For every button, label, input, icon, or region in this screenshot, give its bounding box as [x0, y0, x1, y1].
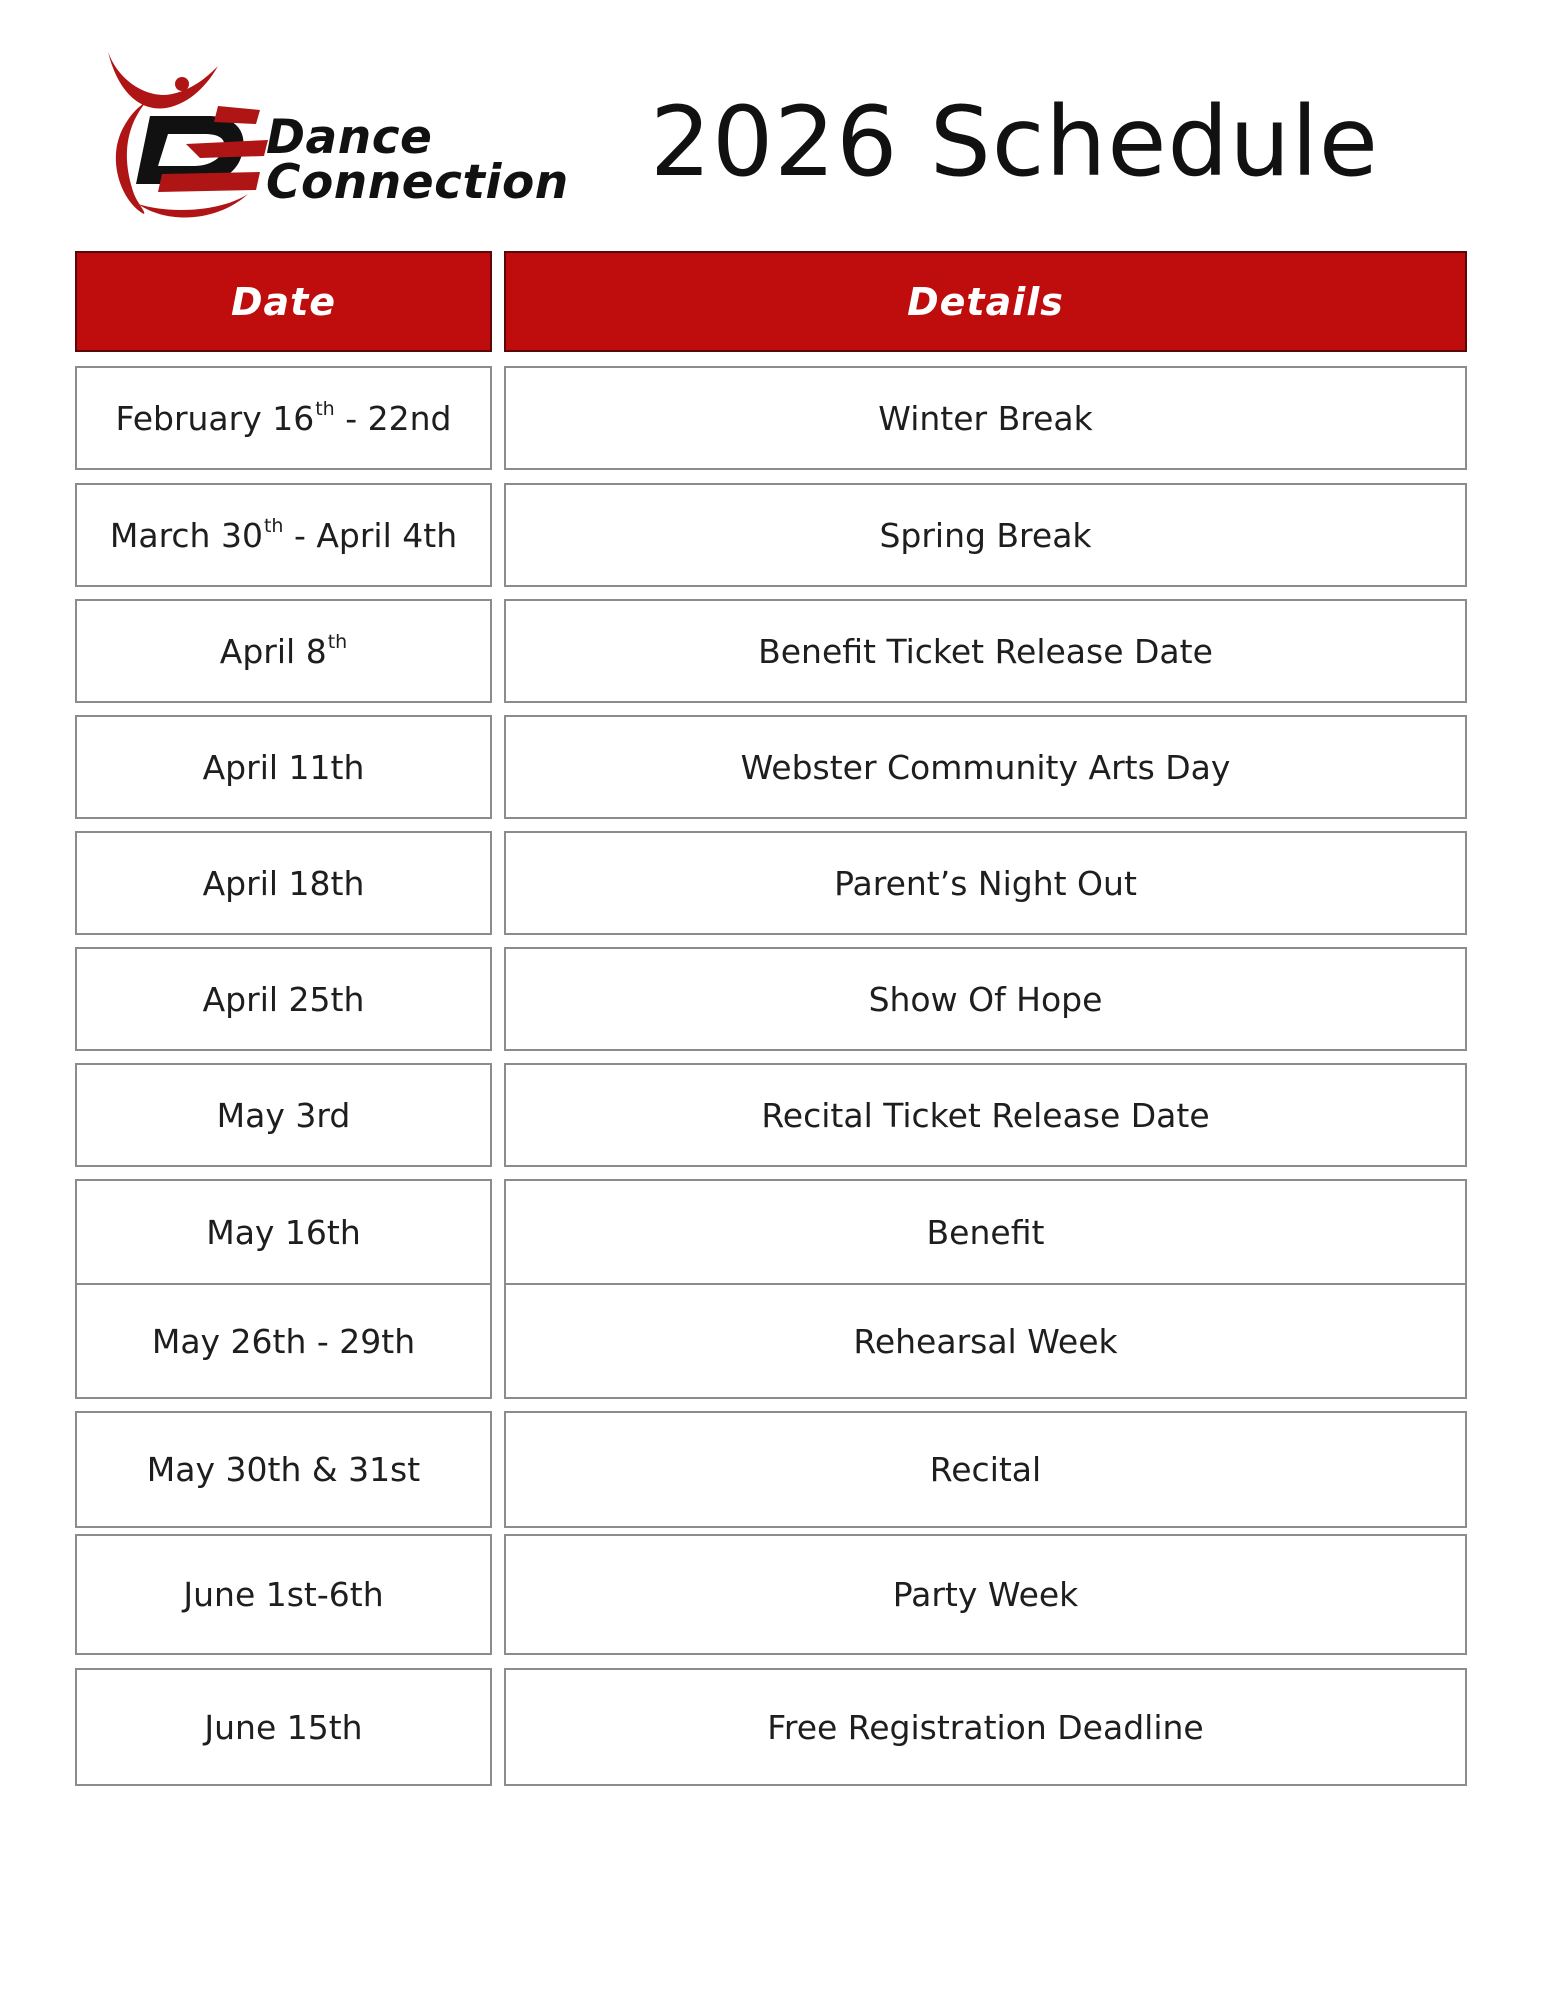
table-row-details [504, 1668, 1467, 1786]
date-text: February 16th - 22nd [115, 397, 452, 438]
details-text: Recital Ticket Release Date [761, 1095, 1210, 1135]
details-text: Show Of Hope [868, 979, 1103, 1019]
details-text: Parent’s Night Out [834, 863, 1137, 903]
date-text: April 11th [202, 747, 365, 787]
details-text: Benefit Ticket Release Date [758, 631, 1213, 671]
table-row-details [504, 366, 1467, 470]
table-row-date [75, 715, 492, 819]
table-row-date [75, 831, 492, 935]
details-header-label: Details [907, 279, 1064, 324]
details-text: Benefit [926, 1212, 1045, 1252]
table-row-date [75, 1063, 492, 1167]
table-row-date [75, 1668, 492, 1786]
table-row-date [75, 599, 492, 703]
page-title: 2026 Schedule [650, 86, 1379, 198]
table-row-details [504, 715, 1467, 819]
table-row-date [75, 1179, 492, 1285]
table-row-details [504, 947, 1467, 1051]
date-text: March 30th - April 4th [109, 514, 458, 555]
details-text: Winter Break [878, 398, 1093, 438]
date-column-header [75, 251, 492, 352]
table-row-details [504, 483, 1467, 587]
table-row-details [504, 831, 1467, 935]
date-text: June 15th [204, 1707, 363, 1747]
logo-text-connection: Connection [266, 155, 569, 210]
date-header-label: Date [230, 279, 337, 324]
date-text: April 8th [219, 630, 348, 671]
table-row-date [75, 1283, 492, 1399]
table-row-details [504, 1411, 1467, 1528]
table-row-details [504, 1534, 1467, 1655]
details-text: Recital [929, 1450, 1042, 1489]
details-text: Rehearsal Week [853, 1321, 1118, 1361]
table-row-details [504, 1063, 1467, 1167]
date-text: June 1st-6th [183, 1575, 384, 1614]
details-text: Spring Break [879, 515, 1092, 555]
table-row-details [504, 599, 1467, 703]
dance-connection-logo [100, 44, 570, 224]
details-text: Webster Community Arts Day [740, 747, 1231, 787]
date-text: May 3rd [216, 1095, 351, 1135]
date-text: May 16th [206, 1212, 361, 1252]
details-text: Free Registration Deadline [767, 1707, 1204, 1747]
details-column-header [504, 251, 1467, 352]
logo-text-dance: Dance [266, 110, 433, 165]
table-row-date [75, 483, 492, 587]
details-text: Party Week [892, 1575, 1079, 1614]
table-row-date [75, 1411, 492, 1528]
table-row-date [75, 366, 492, 470]
date-text: April 18th [202, 863, 365, 903]
date-text: May 26th - 29th [151, 1321, 416, 1361]
table-row-date [75, 1534, 492, 1655]
date-text: April 25th [202, 979, 365, 1019]
date-text: May 30th & 31st [146, 1450, 421, 1489]
table-row-details [504, 1283, 1467, 1399]
dancer-logo-mark [100, 44, 270, 224]
table-row-date [75, 947, 492, 1051]
table-row-details [504, 1179, 1467, 1285]
